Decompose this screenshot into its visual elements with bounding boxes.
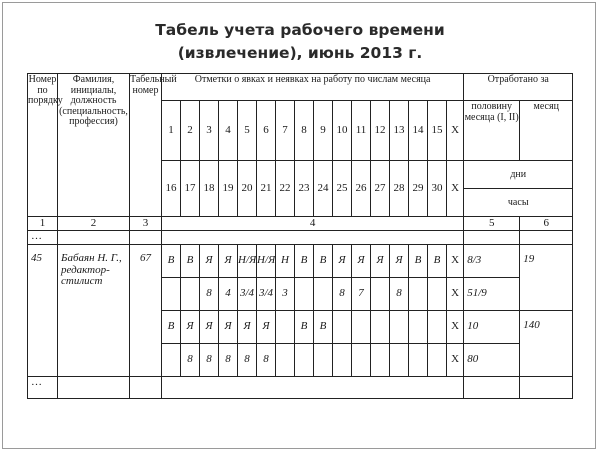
mark-cell: Я: [200, 245, 219, 278]
day-cell: 22: [276, 161, 295, 217]
day-cell: 1: [162, 101, 181, 161]
day-cell: 21: [257, 161, 276, 217]
employee-number: 45: [28, 245, 58, 377]
day-cell: 16: [162, 161, 181, 217]
hours-cell: [352, 344, 371, 377]
hours-cell: 8: [390, 278, 409, 311]
mark-cell: Н: [276, 245, 295, 278]
col-number: 2: [58, 217, 130, 231]
hours-cell: [276, 344, 295, 377]
header-hours: часы: [507, 197, 529, 208]
mark-cell: [390, 311, 409, 344]
mark-cell: В: [428, 245, 447, 278]
mark-cell: В: [409, 245, 428, 278]
hours-cell: [181, 278, 200, 311]
day-cell: 5: [238, 101, 257, 161]
mark-cell: В: [181, 245, 200, 278]
hours-cell: [371, 344, 390, 377]
mark-cell: Я: [333, 245, 352, 278]
day-cell: 27: [371, 161, 390, 217]
hours-cell: [428, 344, 447, 377]
mark-cell: [428, 311, 447, 344]
hours-cell: [295, 344, 314, 377]
mark-cell: Я: [238, 311, 257, 344]
hours-cell: [314, 344, 333, 377]
mark-cell: В: [162, 245, 181, 278]
mark-cell: В: [314, 245, 333, 278]
header-tab-number: Табельный номер: [130, 74, 162, 217]
mark-cell: В: [162, 311, 181, 344]
hours-cell: 8: [257, 344, 276, 377]
mark-cell: [409, 311, 428, 344]
header-days-hours: [464, 161, 573, 217]
mark-cell: Н/Я: [257, 245, 276, 278]
day-cell: 24: [314, 161, 333, 217]
hours-cell: [162, 278, 181, 311]
mark-cell: X: [447, 245, 464, 278]
employee-tab-number: 67: [130, 245, 162, 377]
hours-cell: [371, 278, 390, 311]
day-cell: 9: [314, 101, 333, 161]
hours-cell: 8: [181, 344, 200, 377]
mark-cell: Я: [181, 311, 200, 344]
mark-cell: Я: [257, 311, 276, 344]
day-cell: 20: [238, 161, 257, 217]
half-month-hours: 80: [464, 344, 520, 377]
day-cell: 12: [371, 101, 390, 161]
header-worked: Отработано за: [464, 74, 573, 101]
mark-cell: Я: [352, 245, 371, 278]
day-cell: 17: [181, 161, 200, 217]
day-cell: 7: [276, 101, 295, 161]
header-number: Номер по порядку: [28, 74, 58, 217]
day-cell: 23: [295, 161, 314, 217]
header-days: дни: [464, 161, 572, 189]
day-cell: 2: [181, 101, 200, 161]
day-cell: 26: [352, 161, 371, 217]
day-cell: 11: [352, 101, 371, 161]
mark-cell: [352, 311, 371, 344]
hours-cell: [162, 344, 181, 377]
hours-cell: [390, 344, 409, 377]
mark-cell: Н/Я: [238, 245, 257, 278]
mark-cell: [371, 311, 390, 344]
hours-cell: X: [447, 278, 464, 311]
hours-cell: [295, 278, 314, 311]
day-cell: 3: [200, 101, 219, 161]
employee-name: Бабаян Н. Г., редактор-стилист: [58, 245, 130, 377]
header-marks: Отметки о явках и неявках на работу по числам месяца: [162, 74, 464, 101]
header-name: Фамилия, инициалы, должность (специальность, профессия): [58, 74, 130, 217]
day-cell: 15: [428, 101, 447, 161]
hours-cell: 8: [219, 344, 238, 377]
hours-cell: 3/4: [238, 278, 257, 311]
col-number: 1: [28, 217, 58, 231]
document-subtitle: (извлечение), июнь 2013 г.: [177, 44, 423, 62]
day-cell: X: [447, 101, 464, 161]
month-days: 19: [520, 245, 573, 311]
day-cell: X: [447, 161, 464, 217]
mark-cell: X: [447, 311, 464, 344]
ellipsis-cell: …: [28, 377, 58, 399]
mark-cell: В: [295, 311, 314, 344]
day-cell: 8: [295, 101, 314, 161]
hours-cell: [333, 344, 352, 377]
hours-cell: X: [447, 344, 464, 377]
col-number: 4: [162, 217, 464, 231]
document-title: Табель учета рабочего времени: [155, 21, 445, 39]
hours-cell: [314, 278, 333, 311]
mark-cell: Я: [200, 311, 219, 344]
day-cell: 25: [333, 161, 352, 217]
hours-cell: [409, 344, 428, 377]
day-cell: 30: [428, 161, 447, 217]
col-number: 6: [520, 217, 573, 231]
day-cell: 14: [409, 101, 428, 161]
day-cell: 19: [219, 161, 238, 217]
hours-cell: 7: [352, 278, 371, 311]
day-cell: 29: [409, 161, 428, 217]
half-month-hours: 51/9: [464, 278, 520, 311]
hours-cell: 3/4: [257, 278, 276, 311]
header-month: месяц: [520, 101, 573, 161]
hours-cell: 8: [333, 278, 352, 311]
hours-cell: 3: [276, 278, 295, 311]
mark-cell: [333, 311, 352, 344]
header-half-month: половину месяца (I, II): [464, 101, 520, 161]
hours-cell: 8: [200, 278, 219, 311]
day-cell: 13: [390, 101, 409, 161]
col-number: 3: [130, 217, 162, 231]
mark-cell: В: [295, 245, 314, 278]
day-cell: 28: [390, 161, 409, 217]
mark-cell: Я: [219, 245, 238, 278]
mark-cell: Я: [390, 245, 409, 278]
hours-cell: 4: [219, 278, 238, 311]
hours-cell: [409, 278, 428, 311]
month-hours: 140: [520, 311, 573, 377]
timesheet-table: [27, 73, 573, 399]
day-cell: 18: [200, 161, 219, 217]
half-month-days: 8/3: [464, 245, 520, 278]
col-number: 5: [464, 217, 520, 231]
mark-cell: В: [314, 311, 333, 344]
mark-cell: Я: [371, 245, 390, 278]
day-cell: 6: [257, 101, 276, 161]
mark-cell: Я: [219, 311, 238, 344]
ellipsis-cell: …: [28, 231, 58, 245]
mark-cell: [276, 311, 295, 344]
half-month-days: 10: [464, 311, 520, 344]
day-cell: 4: [219, 101, 238, 161]
hours-cell: [428, 278, 447, 311]
hours-cell: 8: [200, 344, 219, 377]
hours-cell: 8: [238, 344, 257, 377]
day-cell: 10: [333, 101, 352, 161]
